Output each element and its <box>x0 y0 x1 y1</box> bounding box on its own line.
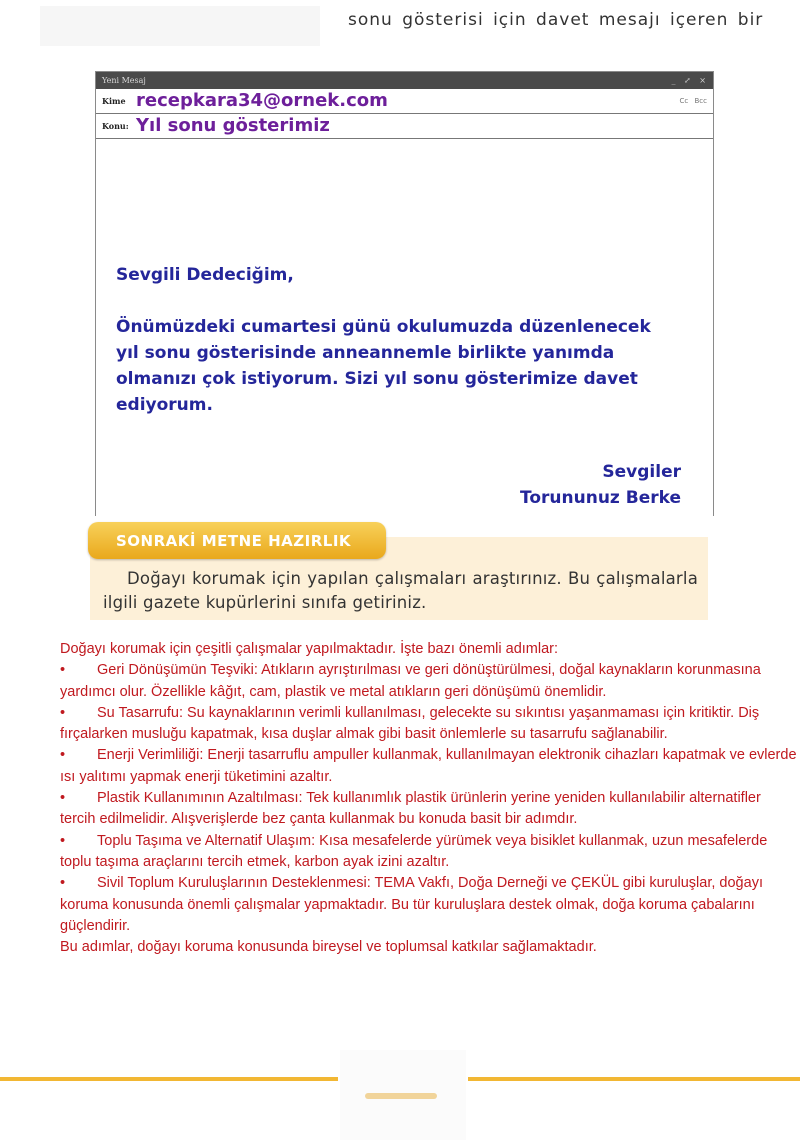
answer-item: • Plastik Kullanımının Azaltılması: Tek kullanımlık plastik ürünlerin yerine yeniden kullanılabilir alternatifler tercih edilmelidir. Alışverişlerde bez çanta kullanmak bu konuda basit bir adımdır. <box>60 790 761 828</box>
email-signature-block <box>520 459 681 511</box>
faded-header-area <box>40 6 320 46</box>
footer-line-left <box>0 1077 338 1081</box>
answer-item: • Su Tasarrufu: Su kaynaklarının verimli kullanılması, gelecekte su sıkıntısı yaşanmaması için kritiktir. Diş fırçalarken musluğu kapatmak, kısa duşlar almak gibi basit önlemlerle su tasarrufu sağlanabilir. <box>60 704 760 743</box>
email-greeting: Sevgili Dedeciğim, <box>116 265 294 285</box>
answer-intro: Doğayı korumak için çeşitli çalışmalar yapılmaktadır. İşte bazı önemli adımlar: <box>60 641 559 657</box>
answer-conclusion: Bu adımlar, doğayı koruma konusunda bireysel ve toplumsal katkılar sağlamaktadır. <box>60 939 597 956</box>
footer-line-right <box>468 1077 800 1081</box>
page-top-text: sonu gösterisi için davet mesajı içeren bir <box>348 10 764 30</box>
bullet-icon: • <box>60 704 66 721</box>
window-controls-icon[interactable]: _ ⤢ × <box>671 76 709 85</box>
email-closing: Sevgiler <box>602 462 681 482</box>
cc-bcc-links[interactable]: Cc Bcc <box>679 97 707 105</box>
email-window <box>95 71 714 516</box>
section-title: SONRAKİ METNE HAZIRLIK <box>116 532 352 550</box>
subject-field[interactable]: Yıl sonu gösterimiz <box>136 115 330 136</box>
email-body[interactable] <box>116 262 676 418</box>
to-label: Kime <box>102 96 126 106</box>
subject-row[interactable] <box>96 114 713 139</box>
section-banner <box>88 522 386 559</box>
answer-item: • Toplu Taşıma ve Alternatif Ulaşım: Kısa mesafelerde yürümek veya bisiklet kullanmak, uzun mesafelerde toplu taşıma araçlarını tercih etmek, karbon ayak izini azaltır. <box>60 832 768 870</box>
to-field[interactable]: recepkara34@ornek.com <box>136 90 388 111</box>
bullet-icon: • <box>60 875 66 892</box>
email-message: Önümüzdeki cumartesi günü okulumuzda düzenlenecek yıl sonu gösterisinde anneannemle birlikte yanımda olmanızı çok istiyorum. Sizi yıl sonu gösterimize davet ediyorum. <box>116 317 651 415</box>
bullet-icon: • <box>60 747 66 764</box>
answer-item: • Geri Dönüşümün Teşviki: Atıkların ayrıştırılması ve geri dönüştürülmesi, doğal kaynakların korunmasına yardımcı olur. Özellikle kâğıt, cam, plastik ve metal atıkların geri dönüşümü önemlidir. <box>60 662 761 700</box>
answer-item: • Enerji Verimliliği: Enerji tasarruflu ampuller kullanmak, kullanılmayan elektronik cihazları kapatmak ve evlerde ısı yalıtımı yapmak enerji tüketimini azaltır. <box>60 747 797 785</box>
answer-item: • Sivil Toplum Kuruluşlarının Desteklenmesi: TEMA Vakfı, Doğa Derneği ve ÇEKÜL gibi kuruluşlar, doğayı koruma konusunda önemli çalışmalar yapmaktadır. Bu tür kuruluşlara destek olmak, doğa koruma çabalarını güçlendirir. <box>60 875 763 934</box>
email-signature: Torununuz Berke <box>520 488 681 508</box>
bullet-icon: • <box>60 790 66 807</box>
bullet-icon: • <box>60 832 66 849</box>
email-titlebar <box>96 72 713 89</box>
bullet-icon: • <box>60 662 66 679</box>
footer-ornament-icon <box>365 1093 437 1099</box>
section-instruction: Doğayı korumak için yapılan çalışmaları araştırınız. Bu çalışmalarla ilgili gazete kupürlerini sınıfa getiriniz. <box>103 569 698 612</box>
subject-label: Konu: <box>102 121 129 131</box>
email-window-title: Yeni Mesaj <box>102 76 146 85</box>
to-row[interactable] <box>96 89 713 114</box>
answer-text <box>60 639 800 958</box>
